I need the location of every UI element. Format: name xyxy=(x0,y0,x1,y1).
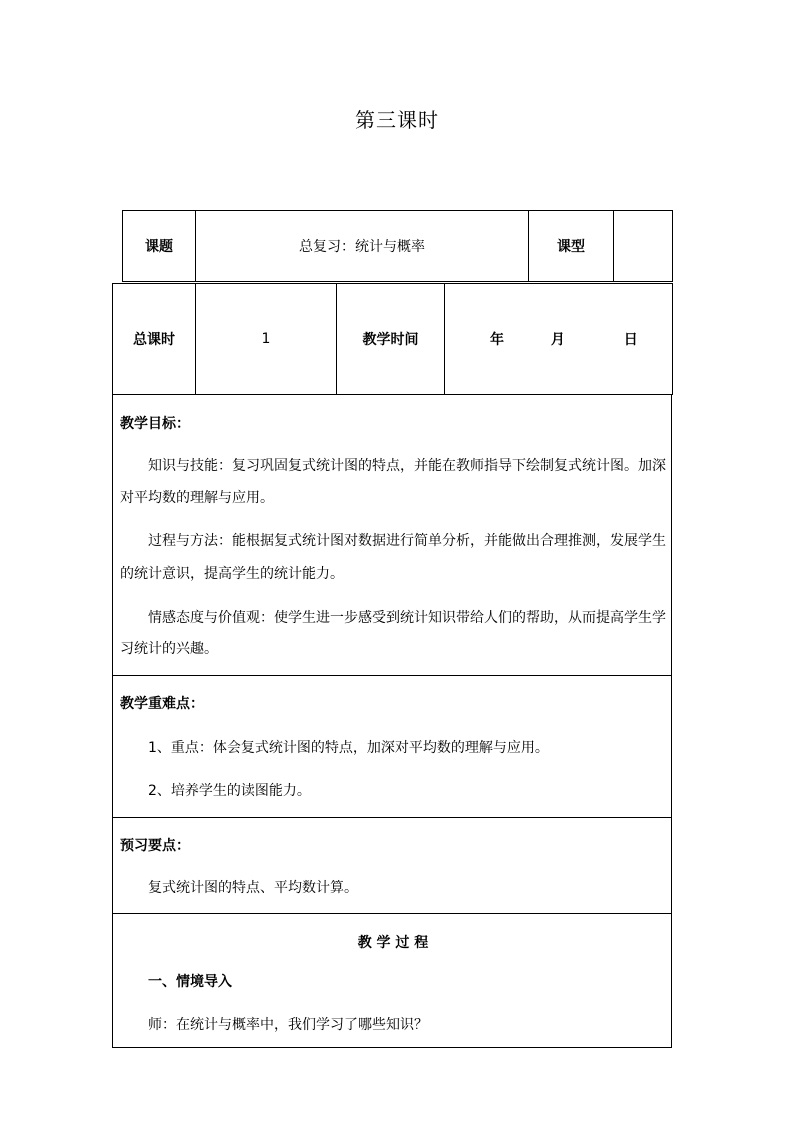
objectives-p1-line1: 知识与技能：复习巩固复式统计图的特点，并能在教师指导下绘制复式统计图。加深 xyxy=(148,458,666,474)
objectives-p1-line2: 对平均数的理解与应用。 xyxy=(120,490,274,506)
keypoints-section xyxy=(112,676,672,818)
keypoint-item-1: 1、重点：体会复式统计图的特点，加深对平均数的理解与应用。 xyxy=(148,740,549,756)
process-line1: 师：在统计与概率中，我们学习了哪些知识？ xyxy=(148,1017,428,1033)
lesson-type-value xyxy=(614,211,673,282)
month-label: 月 xyxy=(550,332,565,348)
objectives-section xyxy=(112,395,672,676)
header-table-row1 xyxy=(122,210,673,282)
preview-heading: 预习要点： xyxy=(120,838,190,854)
year-label: 年 xyxy=(490,332,504,348)
label-total-hours: 总课时 xyxy=(113,284,196,395)
objectives-p3-line1: 情感态度与价值观：使学生进一步感受到统计知识带给人们的帮助，从而提高学生学 xyxy=(148,610,666,626)
objectives-heading: 教学目标： xyxy=(120,416,190,432)
header-table-row2 xyxy=(112,283,673,395)
page-title: 第三课时 xyxy=(355,108,439,132)
day-label: 日 xyxy=(623,332,638,348)
preview-text: 复式统计图的特点、平均数计算。 xyxy=(148,880,358,896)
keypoints-heading: 教学重难点： xyxy=(120,696,204,712)
teaching-date xyxy=(445,284,673,395)
label-lesson-type: 课型 xyxy=(529,211,614,282)
process-section1-title: 一、情境导入 xyxy=(148,974,232,990)
topic-value: 总复习：统计与概率 xyxy=(196,211,529,282)
objectives-p2-line1: 过程与方法：能根据复式统计图对数据进行简单分析，并能做出合理推测，发展学生 xyxy=(148,533,666,549)
keypoint-item-2: 2、培养学生的读图能力。 xyxy=(148,783,311,799)
process-section xyxy=(112,914,672,1048)
label-teaching-time: 教学时间 xyxy=(337,284,445,395)
process-heading: 教 学 过 程 xyxy=(357,935,429,951)
objectives-p3-line2: 习统计的兴趣。 xyxy=(120,641,218,657)
total-hours-value: 1 xyxy=(196,284,337,395)
preview-section xyxy=(112,818,672,914)
label-topic: 课题 xyxy=(123,211,196,282)
objectives-p2-line2: 的统计意识，提高学生的统计能力。 xyxy=(120,566,344,582)
